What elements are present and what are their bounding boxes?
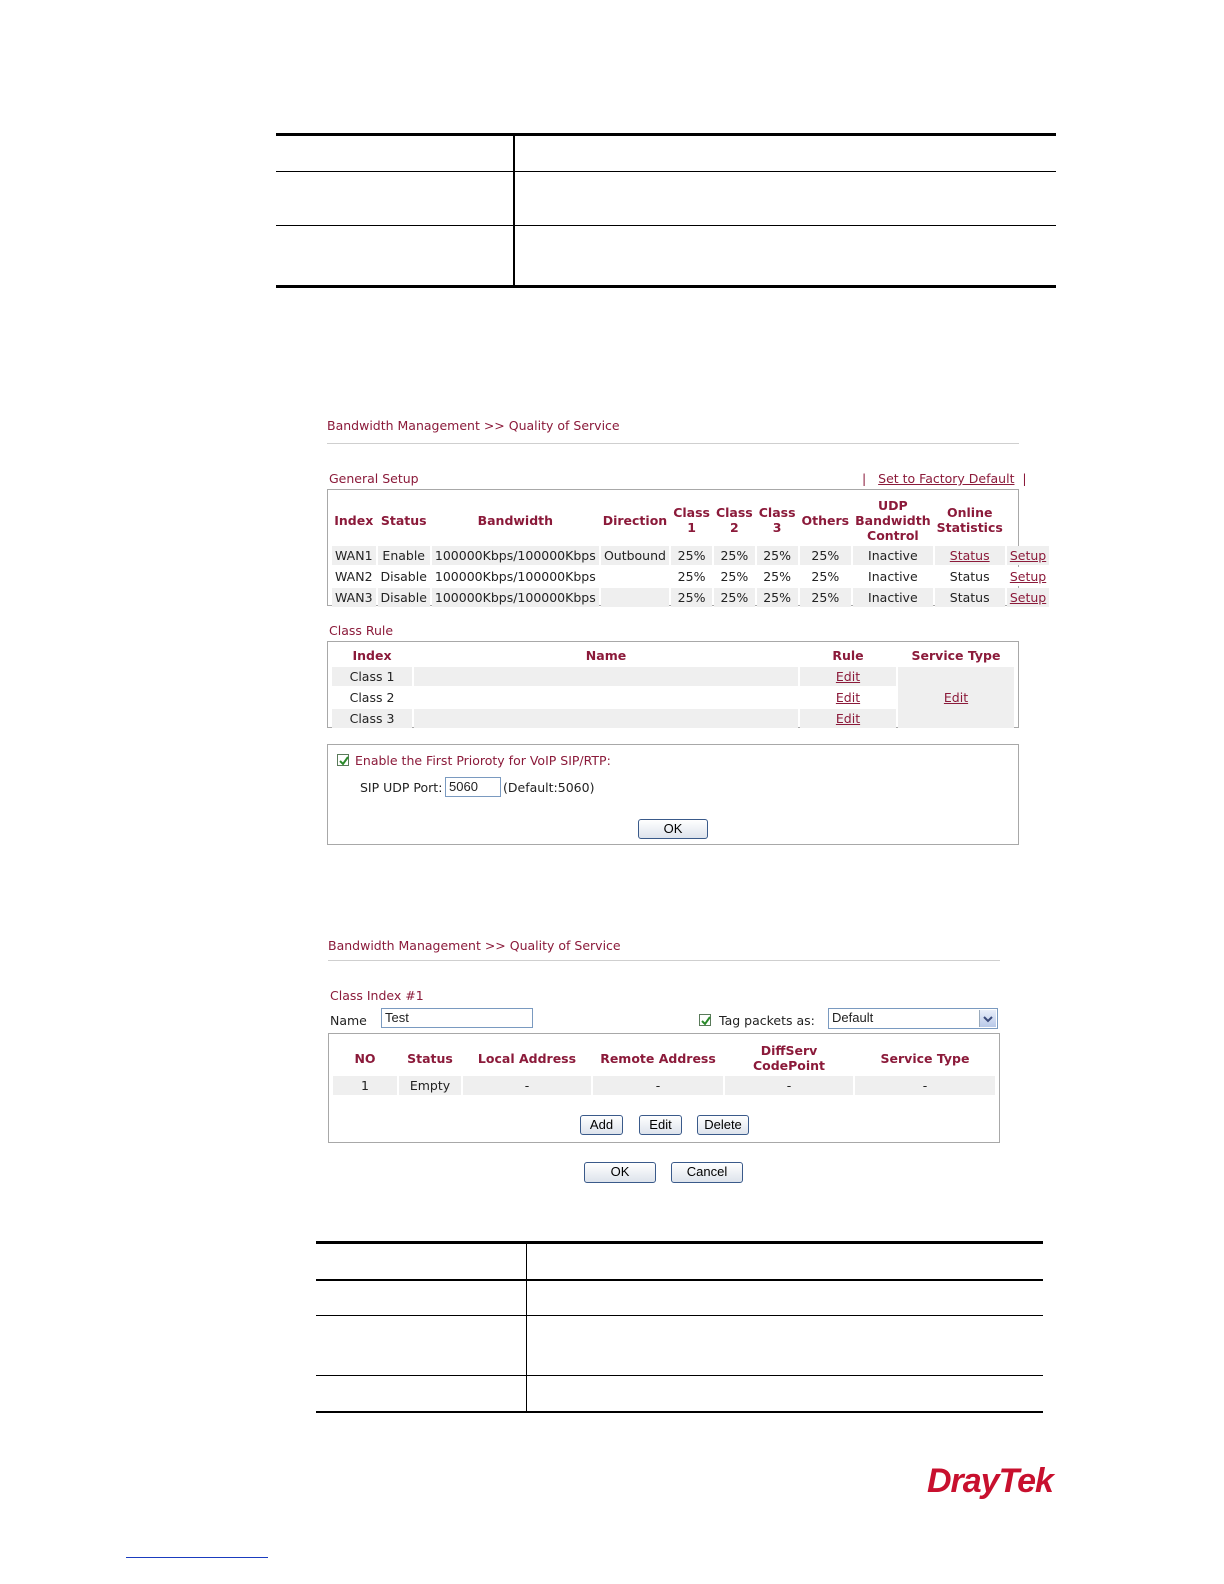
check-icon [338, 755, 350, 767]
voip-panel [327, 744, 1019, 845]
top-table-rule-top [276, 133, 1056, 136]
bottom-table-rule [316, 1279, 1043, 1281]
status-link[interactable]: Status [949, 548, 990, 563]
bottom-table-rule-bottom [316, 1411, 1043, 1413]
col-class-index: Index [352, 648, 392, 663]
voip-label: Enable the First Prioroty for VoIP SIP/RTP: [355, 753, 611, 768]
wan-others: 25% [800, 588, 852, 607]
voip-checkbox[interactable] [337, 754, 349, 766]
wan-table [330, 494, 1051, 609]
col-class3: Class 3 [758, 505, 796, 535]
wan-bandwidth: 100000Kbps/100000Kbps [432, 588, 599, 607]
ok-button[interactable]: OK [638, 819, 708, 839]
general-setup-title: General Setup [329, 471, 419, 486]
wan-direction [601, 588, 669, 607]
class-rule-panel [327, 641, 1019, 728]
name-label: Name [330, 1013, 367, 1028]
col-class-name: Name [585, 648, 627, 663]
table-row [333, 1076, 995, 1095]
table-row [332, 667, 1014, 686]
col-service-type: Service Type [911, 648, 1001, 663]
wan-online [935, 546, 1005, 565]
col-diffserv: DiffServ CodePoint [752, 1043, 826, 1073]
wan-others: 25% [800, 546, 852, 565]
service-type-edit-link[interactable]: Edit [943, 690, 969, 705]
wan-index: WAN2 [332, 567, 376, 586]
rule-local: - [463, 1076, 591, 1095]
bottom-table-rule [316, 1375, 1043, 1376]
wan-udp: Inactive [853, 546, 932, 565]
separator: | [862, 471, 867, 486]
class-index-title: Class Index #1 [330, 988, 424, 1003]
wan-setup [1007, 546, 1049, 565]
wan-class3: 25% [757, 546, 798, 565]
breadcrumb: Bandwidth Management >> Quality of Service [328, 938, 621, 953]
col-bandwidth: Bandwidth [477, 512, 554, 528]
breadcrumb: Bandwidth Management >> Quality of Service [327, 418, 620, 433]
sip-default-hint: (Default:5060) [503, 780, 595, 795]
col-online: Online Statistics [936, 505, 1003, 535]
col-udp: UDP Bandwidth Control [855, 497, 931, 543]
col-local: Local Address [477, 1050, 577, 1066]
rule-diffserv: - [725, 1076, 853, 1095]
bottom-table-rule-top [316, 1241, 1043, 1244]
tag-packets-value: Default [832, 1010, 874, 1025]
rule-remote: - [593, 1076, 723, 1095]
col-direction: Direction [602, 512, 668, 528]
wan-index: WAN1 [332, 546, 376, 565]
wan-others: 25% [800, 567, 852, 586]
rule-no: 1 [333, 1076, 397, 1095]
col-remote: Remote Address [600, 1050, 716, 1066]
setup-link[interactable]: Setup [1009, 590, 1047, 605]
col-class2: Class 2 [715, 505, 753, 535]
wan-status: Enable [378, 546, 430, 565]
tag-packets-checkbox[interactable] [699, 1014, 711, 1026]
wan-status: Disable [378, 588, 430, 607]
divider [328, 960, 1000, 961]
table-row [332, 546, 1049, 565]
set-to-factory-default-link[interactable]: Set to Factory Default [878, 471, 1015, 486]
wan-class3: 25% [757, 567, 798, 586]
footer-line [126, 1557, 268, 1558]
rule-list-panel [328, 1033, 1000, 1143]
top-table-rule [276, 171, 1056, 172]
rule-service: - [855, 1076, 995, 1095]
table-row [332, 567, 1049, 586]
wan-udp: Inactive [853, 567, 932, 586]
wan-class2: 25% [714, 588, 755, 607]
separator: | [1022, 471, 1027, 486]
setup-link[interactable]: Setup [1009, 548, 1047, 563]
class-rule-table [330, 644, 1016, 730]
chevron-down-icon[interactable] [979, 1010, 996, 1027]
class-name [414, 688, 798, 707]
cancel-button[interactable]: Cancel [671, 1162, 743, 1183]
wan-direction: Outbound [601, 546, 669, 565]
name-input[interactable]: Test [381, 1008, 533, 1028]
col-index: Index [334, 512, 374, 528]
class-index: Class 1 [332, 667, 412, 686]
sip-label: SIP UDP Port: [360, 780, 443, 795]
delete-button[interactable]: Delete [697, 1115, 749, 1135]
col-others: Others [801, 512, 850, 528]
class-index: Class 2 [332, 688, 412, 707]
wan-class3: 25% [757, 588, 798, 607]
col-setup [1007, 496, 1049, 544]
divider [327, 443, 1019, 444]
class-name [414, 667, 798, 686]
class-name [414, 709, 798, 728]
rule-table [331, 1040, 997, 1097]
class-rule-title: Class Rule [329, 623, 394, 638]
col-class1: Class 1 [673, 505, 710, 535]
wan-udp: Inactive [853, 588, 932, 607]
top-table-rule-bottom [276, 285, 1056, 288]
wan-bandwidth: 100000Kbps/100000Kbps [432, 567, 599, 586]
tag-packets-select[interactable] [828, 1008, 998, 1029]
check-icon [700, 1015, 712, 1027]
add-button[interactable]: Add [580, 1115, 623, 1135]
setup-link[interactable]: Setup [1009, 569, 1047, 584]
wan-class1: 25% [671, 546, 712, 565]
general-setup-panel [327, 489, 1047, 606]
col-status: Status [407, 1050, 453, 1066]
top-table-rule [276, 225, 1056, 226]
wan-online-text: Status [935, 567, 1005, 586]
table-row [332, 588, 1049, 607]
draytek-logo: DrayTek [927, 1462, 1053, 1500]
col-status: Status [380, 512, 427, 528]
wan-setup [1007, 588, 1049, 607]
wan-class1: 25% [671, 588, 712, 607]
wan-bandwidth: 100000Kbps/100000Kbps [432, 546, 599, 565]
rule-edit-link[interactable]: Edit [835, 669, 861, 684]
wan-class2: 25% [714, 567, 755, 586]
rule-edit-link[interactable]: Edit [835, 690, 861, 705]
wan-setup [1007, 567, 1049, 586]
col-service-type: Service Type [880, 1050, 970, 1066]
factory-default-row [862, 471, 1027, 486]
sip-port-input[interactable]: 5060 [445, 777, 501, 797]
bottom-table-rule [316, 1315, 1043, 1316]
class-index: Class 3 [332, 709, 412, 728]
bottom-table-divider [526, 1241, 527, 1412]
wan-class2: 25% [714, 546, 755, 565]
wan-direction [601, 567, 669, 586]
wan-status: Disable [378, 567, 430, 586]
tag-packets-label: Tag packets as: [719, 1013, 815, 1028]
wan-index: WAN3 [332, 588, 376, 607]
rule-status: Empty [399, 1076, 461, 1095]
rule-edit-link[interactable]: Edit [835, 711, 861, 726]
edit-button[interactable]: Edit [639, 1115, 682, 1135]
wan-online-text: Status [935, 588, 1005, 607]
col-no: NO [354, 1050, 376, 1066]
top-table-divider [513, 133, 515, 287]
ok-button[interactable]: OK [584, 1162, 656, 1183]
wan-class1: 25% [671, 567, 712, 586]
col-class-rule: Rule [832, 648, 864, 663]
